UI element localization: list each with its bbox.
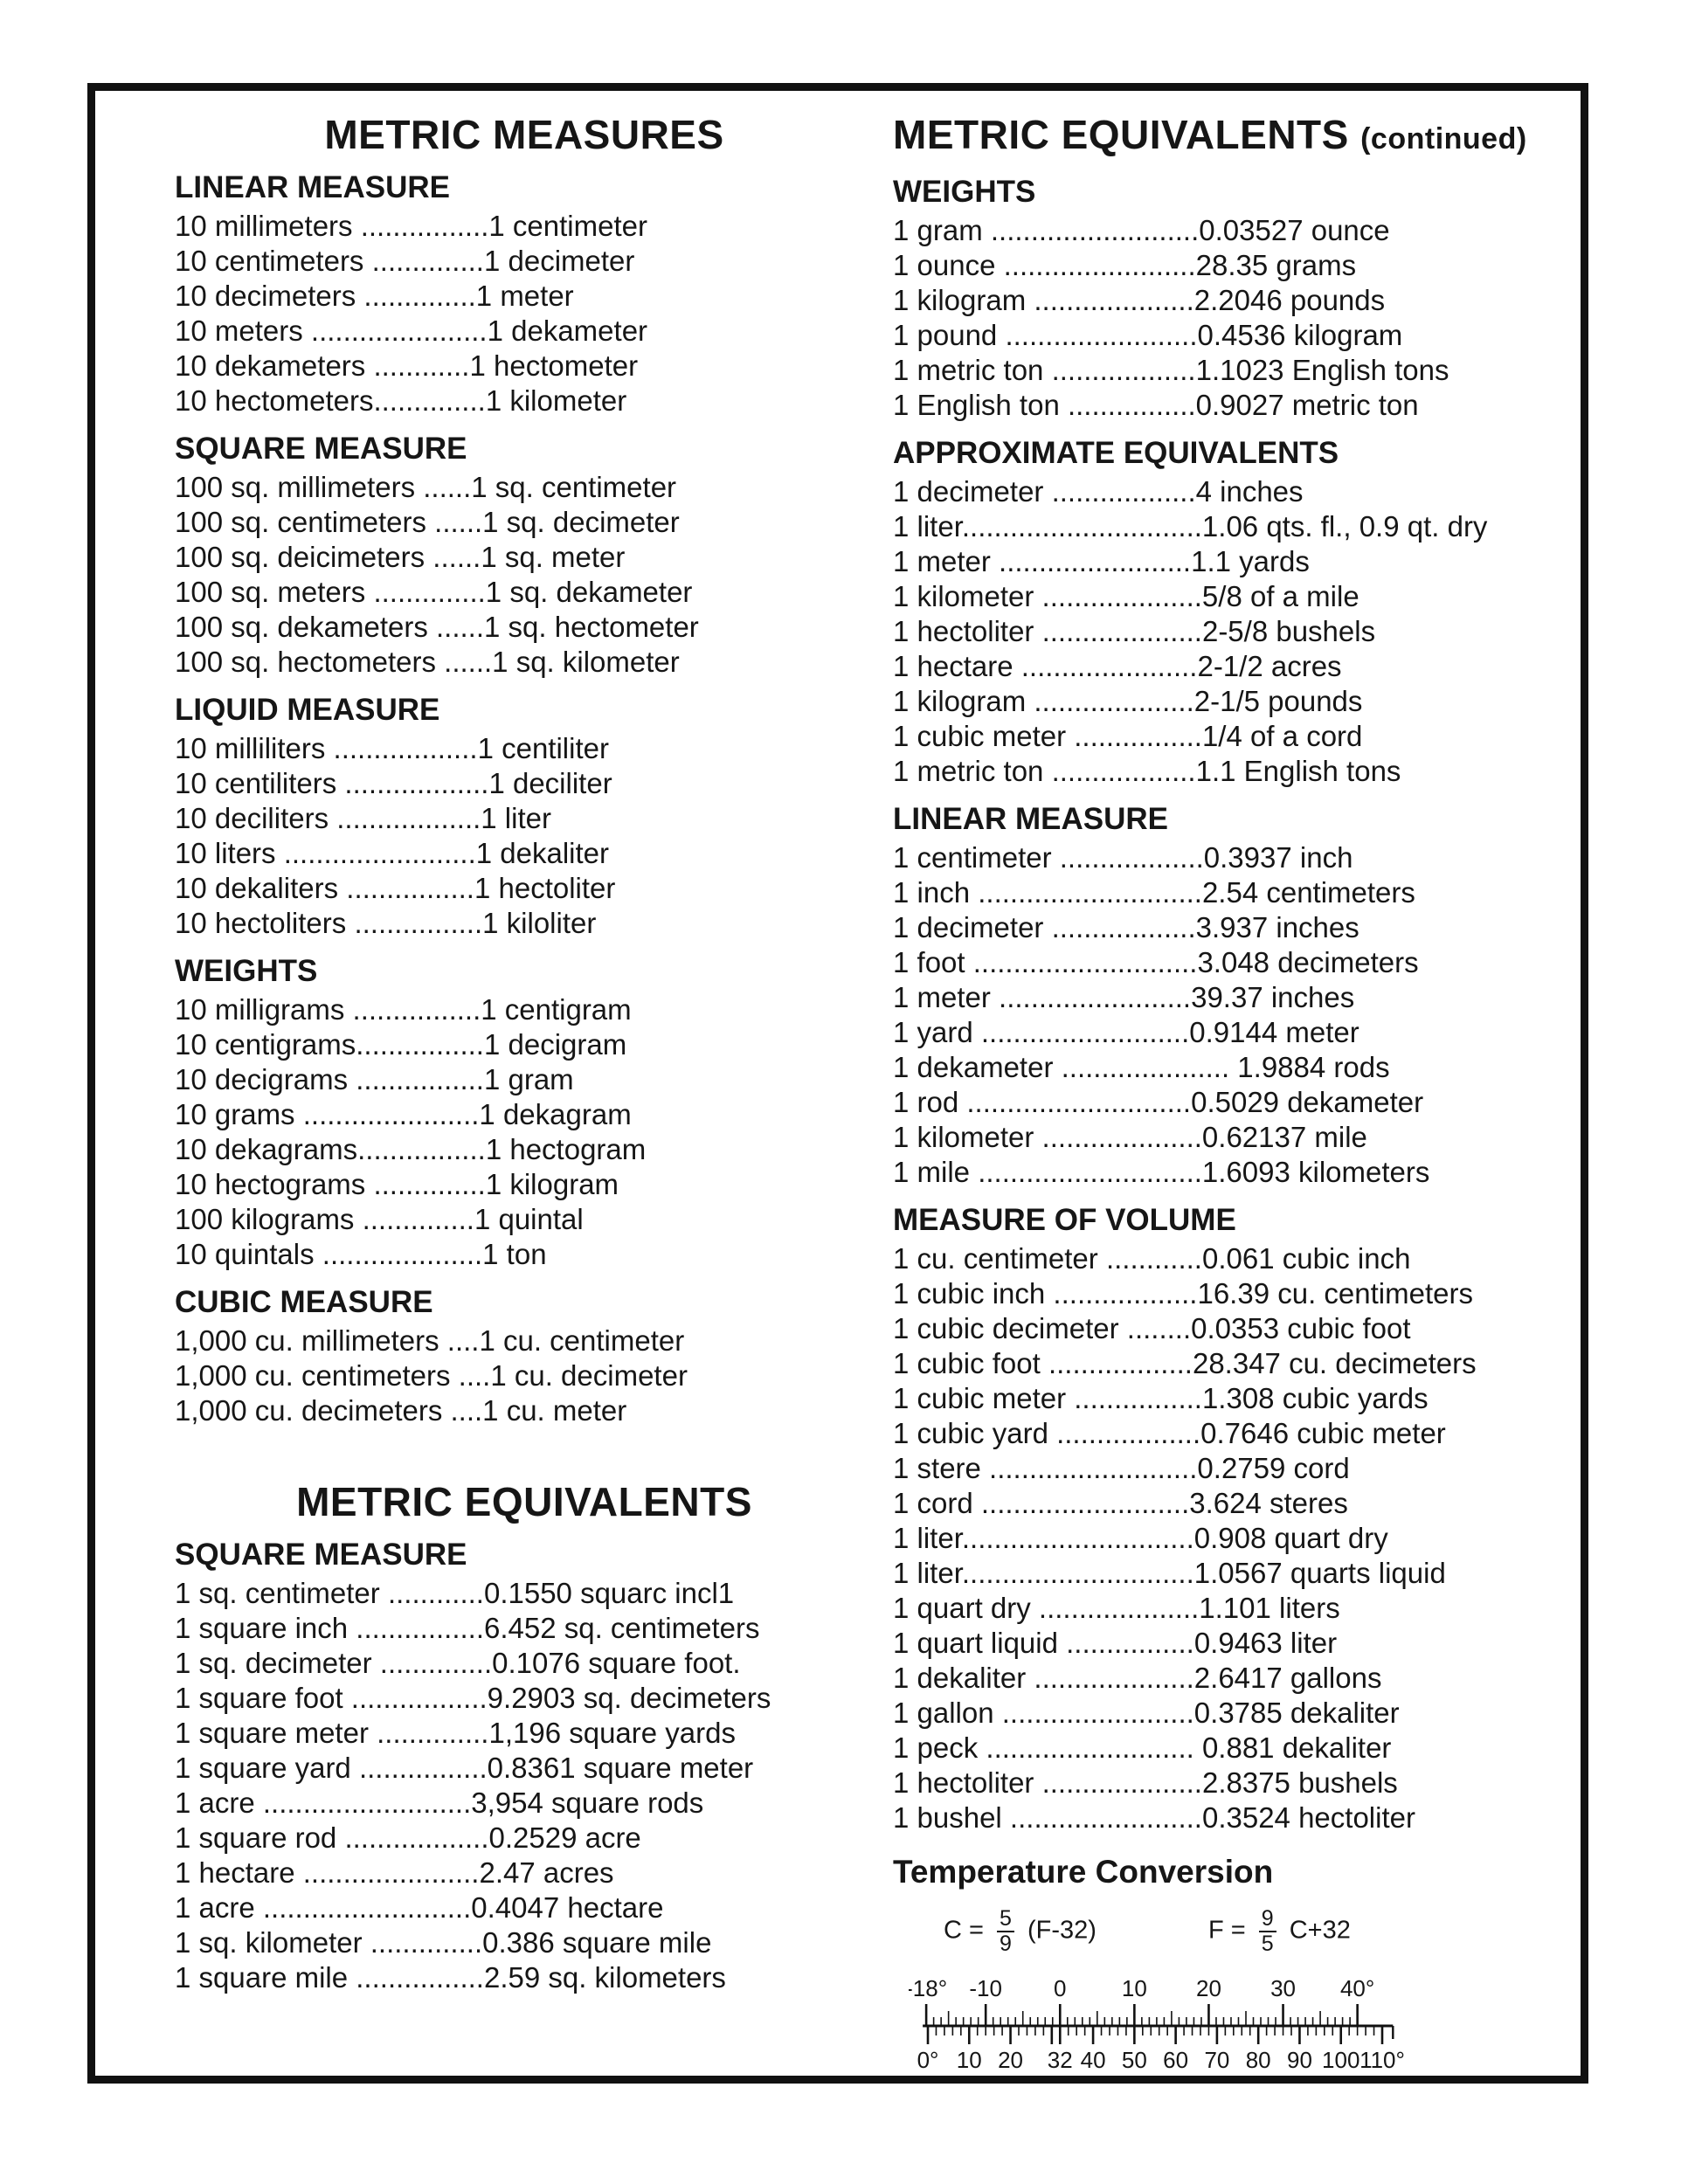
conversion-row: 1 cubic meter ................1.308 cubic yards: [893, 1382, 1429, 1414]
conversion-row: 10 quintals ....................1 ton: [175, 1238, 547, 1270]
fahrenheit-label: 80: [1245, 2047, 1271, 2073]
formula-rhs: C+32: [1289, 1916, 1351, 1945]
conversion-row: 1 kilometer ....................5/8 of a mile: [893, 580, 1359, 612]
fraction: [997, 1907, 1014, 1956]
section-weights: [175, 953, 874, 1272]
metric-measures-sections: [175, 169, 874, 1428]
conversion-row: 1 stere ..........................0.2759 cord: [893, 1452, 1350, 1484]
conversion-row: 1 cubic foot ..................28.347 cu. decimeters: [893, 1347, 1477, 1379]
conversion-row: 1 centimeter ..................0.3937 inch: [893, 841, 1353, 874]
conversion-row: 1 cubic meter ................1/4 of a cord: [893, 720, 1363, 752]
conversion-row: 100 sq. hectometers ......1 sq. kilometer: [175, 646, 680, 678]
fahrenheit-label: 0°: [917, 2047, 939, 2073]
metric-equivalents-sections: [175, 1537, 874, 1995]
conversion-row: 1 square yard ................0.8361 square meter: [175, 1752, 754, 1784]
section-linear-measure: [175, 169, 874, 418]
celsius-label: 20: [1195, 1975, 1221, 2001]
formula-lhs: F =: [1207, 1916, 1246, 1945]
celsius-label: -10: [969, 1975, 1002, 2001]
conversion-row: 1 peck .......................... 0.881 dekaliter: [893, 1731, 1392, 1764]
section-linear-measure: [893, 801, 1574, 1190]
fraction-numerator: 5: [997, 1907, 1014, 1932]
conversion-row: 1 cu. centimeter ............0.061 cubic inch: [893, 1242, 1411, 1275]
section-heading: SQUARE MEASURE: [175, 1538, 467, 1572]
fahrenheit-label: 20: [998, 2047, 1024, 2073]
right-column: [893, 91, 1574, 2082]
conversion-row: 100 kilograms ..............1 quintal: [175, 1203, 584, 1235]
conversion-row: 1 sq. kilometer ..............0.386 square mile: [175, 1926, 712, 1959]
page-title-metric-equivalents: METRIC EQUIVALENTS: [296, 1479, 752, 1524]
fahrenheit-label: 110°: [1359, 2047, 1405, 2073]
conversion-row: 1 meter ........................39.37 inches: [893, 981, 1355, 1013]
title-continued-suffix: (continued): [1360, 122, 1527, 156]
conversion-row: 1 liter..............................1.06 qts. fl., 0.9 qt. dry: [893, 510, 1488, 543]
celsius-label: -18°: [909, 1975, 948, 2001]
fahrenheit-label: 40: [1080, 2047, 1106, 2073]
section-liquid-measure: [175, 692, 874, 941]
section-heading: WEIGHTS: [893, 175, 1036, 209]
page-title-metric-measures: METRIC MEASURES: [324, 112, 724, 157]
celsius-label: 40°: [1339, 1975, 1375, 2001]
conversion-row: 1 square meter ..............1,196 square yards: [175, 1717, 736, 1749]
temperature-formulas: [944, 1907, 1574, 1956]
title-text: METRIC EQUIVALENTS: [893, 112, 1349, 157]
section-approximate-equivalents: [893, 435, 1574, 789]
conversion-row: 1 rod ............................0.5029 dekameter: [893, 1086, 1424, 1118]
section-heading: SQUARE MEASURE: [175, 432, 467, 466]
fahrenheit-label: 50: [1121, 2047, 1147, 2073]
conversion-row: 1 decimeter ..................3.937 inches: [893, 911, 1359, 943]
conversion-row: 1 mile ............................1.6093 kilometers: [893, 1156, 1430, 1188]
thermometer-scale: [909, 1968, 1450, 2077]
conversion-row: 1 quart dry ....................1.101 liters: [893, 1592, 1340, 1624]
conversion-row: 10 milliliters ..................1 centiliter: [175, 732, 609, 764]
conversion-row: 10 milligrams ................1 centigram: [175, 993, 632, 1026]
celsius-label: 30: [1270, 1975, 1297, 2001]
conversion-row: 1,000 cu. decimeters ....1 cu. meter: [175, 1394, 627, 1427]
fahrenheit-label: 10: [956, 2047, 982, 2073]
conversion-row: 1 square foot .................9.2903 sq. decimeters: [175, 1682, 771, 1714]
conversion-row: 10 decimeters ..............1 meter: [175, 280, 574, 312]
metric-equivalents-continued-sections: [893, 174, 1574, 1835]
conversion-row: 1 cubic inch ..................16.39 cu. centimeters: [893, 1277, 1473, 1310]
fahrenheit-formula: [1208, 1907, 1351, 1956]
section-heading: WEIGHTS: [175, 954, 318, 988]
page-title-metric-equivalents-continued: [893, 112, 1574, 162]
conversion-row: 1 cord ..........................3.624 steres: [893, 1487, 1348, 1519]
conversion-row: 10 dekaliters ................1 hectoliter: [175, 872, 616, 904]
section-square-measure: [175, 431, 874, 680]
conversion-row: 1 sq. decimeter ..............0.1076 square foot.: [175, 1647, 741, 1679]
section-heading: LIQUID MEASURE: [175, 693, 440, 727]
section-heading: LINEAR MEASURE: [893, 802, 1169, 836]
conversion-row: 1 gram ..........................0.03527 ounce: [893, 214, 1390, 246]
conversion-row: 1 acre ..........................3,954 square rods: [175, 1787, 704, 1819]
fraction-numerator: 9: [1259, 1907, 1276, 1932]
conversion-row: 1 liter.............................1.0567 quarts liquid: [893, 1557, 1446, 1589]
section-square-measure: [175, 1537, 874, 1995]
conversion-row: 10 centigrams................1 decigram: [175, 1028, 627, 1061]
conversion-row: 10 dekameters ............1 hectometer: [175, 349, 639, 382]
fahrenheit-label: 90: [1286, 2047, 1312, 2073]
conversion-row: 10 dekagrams................1 hectogram: [175, 1133, 647, 1165]
conversion-row: 1 sq. centimeter ............0.1550 squarc incl1: [175, 1577, 735, 1609]
conversion-row: 1 metric ton ..................1.1 English tons: [893, 755, 1401, 787]
fraction-denominator: 9: [1000, 1932, 1012, 1956]
section-heading: APPROXIMATE EQUIVALENTS: [893, 436, 1339, 470]
section-measure-of-volume: [893, 1202, 1574, 1835]
conversion-row: 1 yard ..........................0.9144 meter: [893, 1016, 1359, 1048]
fahrenheit-label: 70: [1204, 2047, 1230, 2073]
conversion-row: 1 inch ............................2.54 centimeters: [893, 876, 1415, 909]
conversion-row: 10 millimeters ................1 centimeter: [175, 210, 647, 242]
conversion-row: 1 kilogram ....................2.2046 pounds: [893, 284, 1386, 316]
conversion-row: 1 square rod ..................0.2529 acre: [175, 1821, 641, 1854]
temperature-conversion-heading: Temperature Conversion: [893, 1854, 1274, 1890]
section-heading: CUBIC MEASURE: [175, 1285, 433, 1319]
conversion-row: 1 hectare ......................2-1/2 acres: [893, 650, 1342, 682]
page-border-frame: [87, 83, 1588, 2084]
conversion-row: 1 pound ........................0.4536 kilogram: [893, 319, 1403, 351]
section-weights: [893, 174, 1574, 423]
conversion-row: 1 dekaliter ....................2.6417 gallons: [893, 1662, 1382, 1694]
conversion-row: 1 hectoliter ....................2.8375 bushels: [893, 1766, 1398, 1799]
conversion-row: 100 sq. dekameters ......1 sq. hectometer: [175, 611, 699, 643]
conversion-row: 1 dekameter ..................... 1.9884 rods: [893, 1051, 1390, 1083]
conversion-row: 100 sq. centimeters ......1 sq. decimeter: [175, 506, 680, 538]
conversion-row: 1 metric ton ..................1.1023 English tons: [893, 354, 1449, 386]
conversion-row: 1 acre ..........................0.4047 hectare: [175, 1891, 664, 1924]
conversion-row: 1 English ton ................0.9027 metric ton: [893, 389, 1419, 421]
conversion-row: 1 kilometer ....................0.62137 mile: [893, 1121, 1367, 1153]
conversion-row: 1 meter ........................1.1 yards: [893, 545, 1310, 577]
conversion-row: 100 sq. deicimeters ......1 sq. meter: [175, 541, 626, 573]
section-heading: LINEAR MEASURE: [175, 170, 451, 204]
fraction: [1259, 1907, 1276, 1956]
left-column: [175, 91, 874, 1995]
conversion-row: 1 cubic decimeter ........0.0353 cubic foot: [893, 1312, 1411, 1344]
section-cubic-measure: [175, 1284, 874, 1428]
fahrenheit-label: 32: [1047, 2047, 1073, 2073]
conversion-row: 100 sq. millimeters ......1 sq. centimeter: [175, 471, 677, 503]
conversion-row: 10 centimeters ..............1 decimeter: [175, 245, 635, 277]
fahrenheit-label: 60: [1163, 2047, 1189, 2073]
conversion-row: 1 quart liquid ................0.9463 liter: [893, 1627, 1338, 1659]
conversion-row: 10 grams ......................1 dekagram: [175, 1098, 632, 1130]
conversion-row: 1 foot ............................3.048 decimeters: [893, 946, 1419, 978]
conversion-row: 1 hectoliter ....................2-5/8 bushels: [893, 615, 1376, 647]
formula-lhs: C =: [944, 1916, 984, 1945]
celsius-label: 10: [1121, 1975, 1147, 2001]
conversion-row: 1 square mile ................2.59 sq. kilometers: [175, 1961, 726, 1994]
conversion-row: 1,000 cu. centimeters ....1 cu. decimeter: [175, 1359, 688, 1392]
formula-rhs: (F-32): [1027, 1916, 1097, 1945]
conversion-row: 10 deciliters ..................1 liter: [175, 802, 551, 834]
conversion-row: 10 meters ......................1 dekameter: [175, 314, 648, 347]
conversion-row: 10 centiliters ..................1 deciliter: [175, 767, 612, 799]
temperature-scale-ruler: [909, 1968, 1574, 2082]
conversion-row: 1 bushel ........................0.3524 hectoliter: [893, 1801, 1415, 1834]
celsius-formula: [944, 1907, 1097, 1956]
conversion-row: 10 hectograms ..............1 kilogram: [175, 1168, 619, 1200]
conversion-row: 10 decigrams ................1 gram: [175, 1063, 574, 1095]
conversion-row: 100 sq. meters ..............1 sq. dekameter: [175, 576, 693, 608]
conversion-row: 1 cubic yard ..................0.7646 cubic meter: [893, 1417, 1446, 1449]
celsius-label: 0: [1054, 1975, 1067, 2001]
conversion-row: 1 decimeter ..................4 inches: [893, 475, 1304, 508]
conversion-row: 10 hectoliters ................1 kiloliter: [175, 907, 597, 939]
conversion-row: 1,000 cu. millimeters ....1 cu. centimeter: [175, 1324, 685, 1357]
section-heading: MEASURE OF VOLUME: [893, 1203, 1236, 1237]
conversion-row: 1 hectare ......................2.47 acres: [175, 1856, 614, 1889]
conversion-row: 1 gallon ........................0.3785 dekaliter: [893, 1697, 1400, 1729]
conversion-row: 1 square inch ................6.452 sq. centimeters: [175, 1612, 760, 1644]
conversion-row: 1 ounce ........................28.35 grams: [893, 249, 1357, 281]
conversion-row: 10 hectometers..............1 kilometer: [175, 384, 627, 417]
conversion-row: 1 liter.............................0.908 quart dry: [893, 1522, 1388, 1554]
conversion-row: 10 liters ........................1 dekaliter: [175, 837, 610, 869]
fraction-denominator: 5: [1261, 1932, 1274, 1956]
fahrenheit-label: 100: [1322, 2047, 1360, 2073]
conversion-row: 1 kilogram ....................2-1/5 pounds: [893, 685, 1363, 717]
